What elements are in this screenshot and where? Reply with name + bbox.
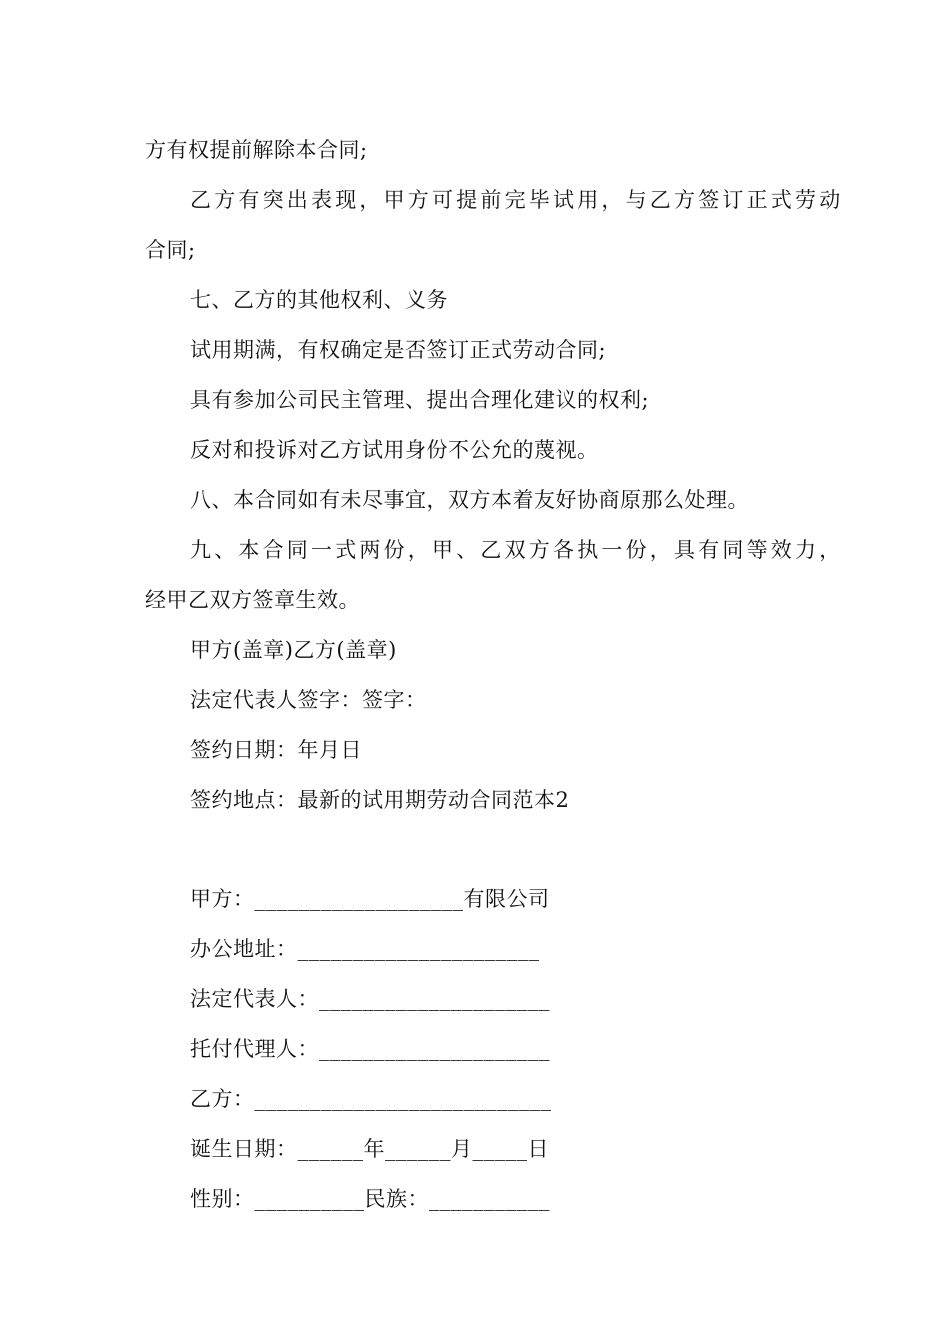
signature-line: 法定代表人签字：签字：: [190, 688, 427, 712]
form-field-gender-ethnicity: 性别：__________民族：___________: [190, 1187, 550, 1211]
form-field-birth-date: 诞生日期：______年______月_____日: [190, 1137, 549, 1161]
signature-line: 甲方(盖章)乙方(盖章): [190, 638, 397, 662]
form-field-office-address: 办公地址：______________________: [190, 937, 540, 961]
text-line: 反对和投诉对乙方试用身份不公允的蔑视。: [190, 438, 599, 462]
date-line: 签约日期：年月日: [190, 738, 362, 762]
form-field-party-b: 乙方：___________________________: [190, 1087, 552, 1111]
form-field-legal-representative: 法定代表人：_____________________: [190, 987, 550, 1011]
form-field-party-a: 甲方：___________________有限公司: [190, 887, 550, 911]
location-line: 签约地点：最新的试用期劳动合同范本2: [190, 788, 570, 812]
text-line: 乙方有突出表现，甲方可提前完毕试用，与乙方签订正式劳动: [190, 188, 844, 212]
text-line: 试用期满，有权确定是否签订正式劳动合同;: [190, 338, 607, 362]
text-line: 具有参加公司民主管理、提出合理化建议的权利;: [190, 388, 650, 412]
form-field-agent: 托付代理人：_____________________: [190, 1037, 550, 1061]
text-line: 方有权提前解除本合同;: [145, 138, 368, 162]
text-line: 合同;: [145, 238, 196, 262]
text-line: 九、本合同一式两份，甲、乙双方各执一份，具有同等效力，: [190, 538, 844, 562]
section-heading: 七、乙方的其他权利、义务: [190, 288, 448, 312]
text-line: 经甲乙双方签章生效。: [145, 588, 360, 612]
text-line: 八、本合同如有未尽事宜，双方本着友好协商原那么处理。: [190, 488, 749, 512]
